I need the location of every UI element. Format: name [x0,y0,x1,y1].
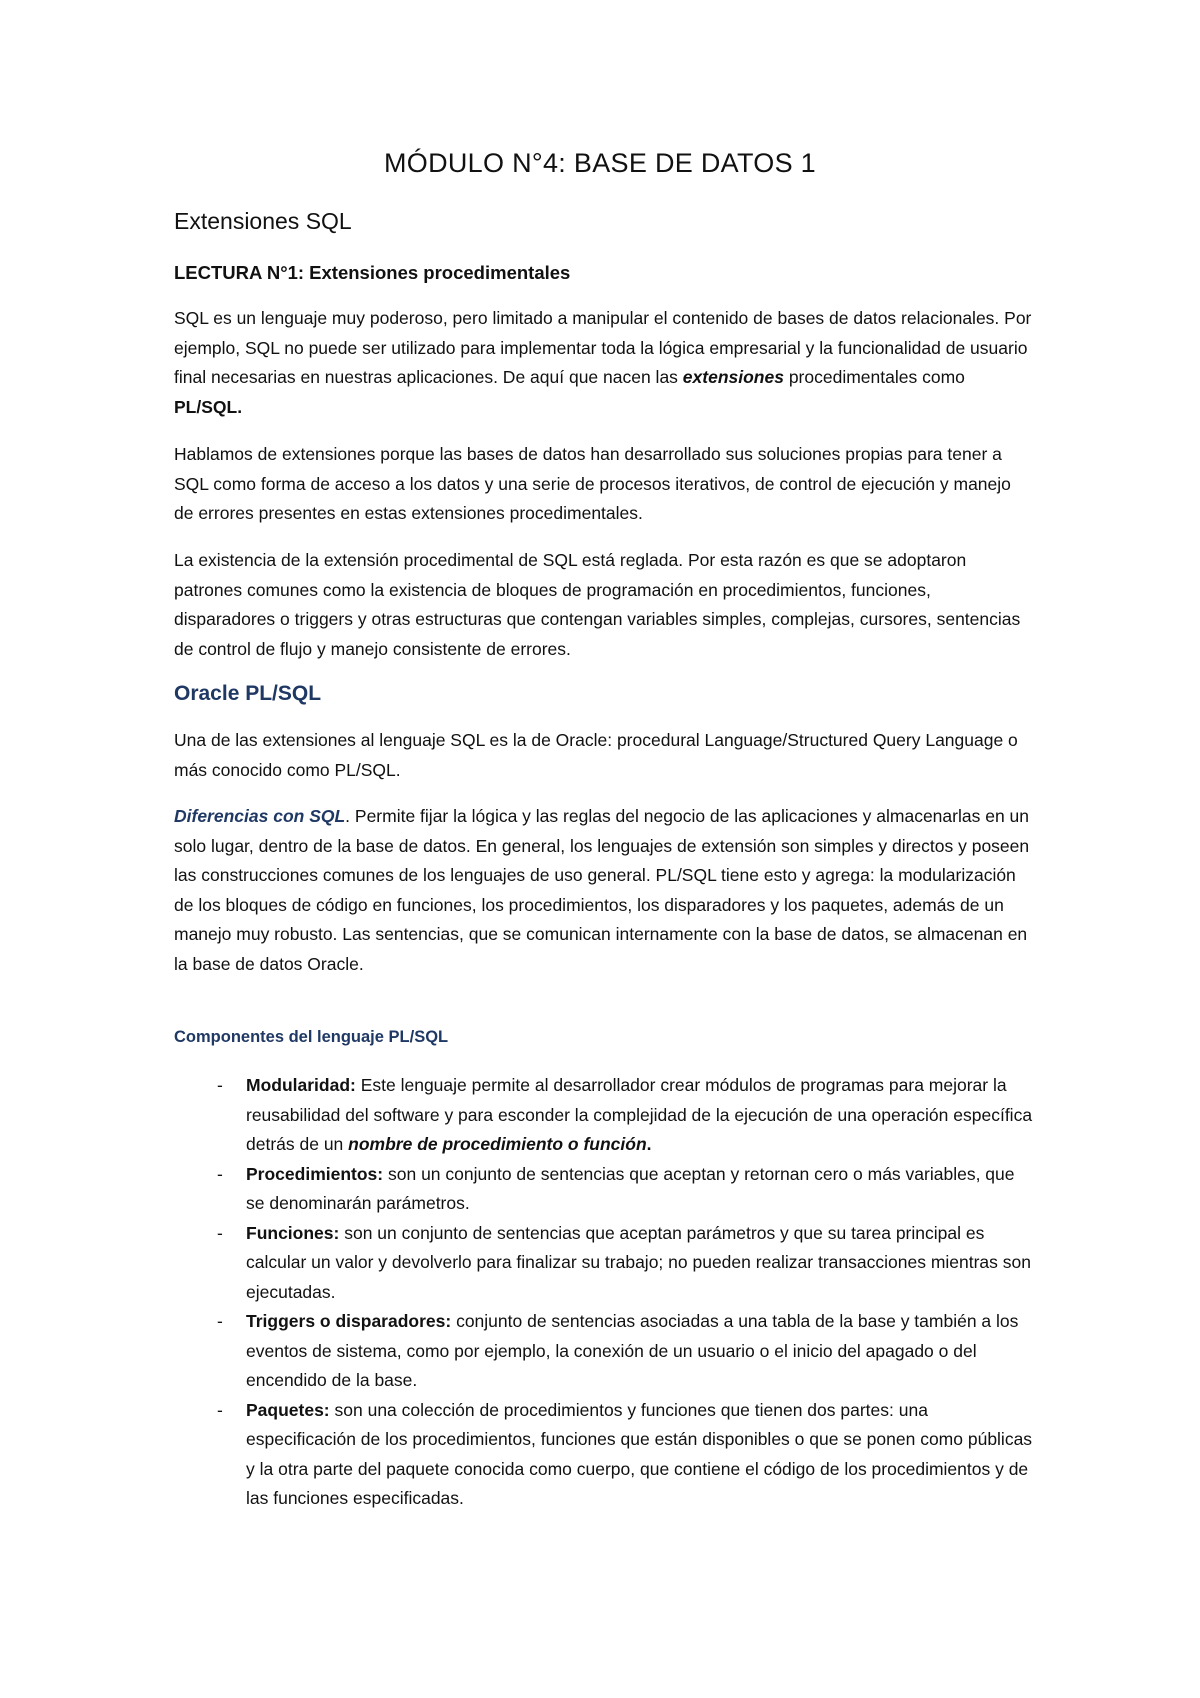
lectura-heading: LECTURA N°1: Extensiones procedimentales [174,262,571,283]
componentes-heading: Componentes del lenguaje PL/SQL [174,1028,449,1046]
list-dash: - [217,1075,223,1095]
list-emphasis: nombre de procedimiento o función [348,1134,647,1154]
paragraph-5 [174,802,1034,979]
p5-rest: . Permite fijar la lógica y las reglas del negocio de las aplicaciones y almacenarlas en un solo lugar, dentro de la base de datos. En general, los lenguajes de extensión son simples y directos y poseen las construcciones comunes de los lenguajes de uso general. PL/SQL tiene esto y agrega: la modularización de los bloques de código en funciones, los procedimientos, los disparadores y los paquetes, además de un manejo muy robusto. Las sentencias, que se comunican internamente con la base de datos, se almacenan en la base de datos Oracle. [174,806,1030,974]
components-list [174,1071,1034,1514]
p1-text-a: SQL es un lenguaje muy poderoso, pero limitado a manipular el contenido de bases de datos relacionales. Por ejemplo, SQL no puede ser utilizado para implementar toda la lógica empresarial y la funcionalidad de usuario final necesarias en nuestras aplicaciones. De aquí que nacen las [174,308,1032,387]
list-term: Funciones: [246,1222,340,1243]
p1-plsql: PL/SQL [174,396,238,417]
list-end: . [646,1134,652,1154]
list-item [174,1307,1034,1396]
p1-text-c: procedimentales como [783,367,965,387]
list-term: Procedimientos: [246,1163,384,1184]
list-text: son un conjunto de sentencias que aceptan parámetros y que su tarea principal es calcular un valor y devolverlo para finalizar su trabajo; no pueden realizar transacciones mientras son ejecutadas. [246,1222,1031,1302]
list-term: Triggers o disparadores: [246,1311,452,1331]
p1-end: . [237,396,243,417]
document-title: MÓDULO N°4: BASE DE DATOS 1 [383,148,816,178]
list-item [174,1396,1034,1514]
section-heading: Extensiones SQL [174,208,352,234]
list-dash: - [217,1311,223,1331]
paragraph-1 [174,304,1034,422]
paragraph-3: La existencia de la extensión procedimental de SQL está reglada. Por esta razón es que se adoptaron patrones comunes como la existencia de bloques de programación en procedimientos, funciones, disparadores o triggers y otras estructuras que contengan variables simples, complejas, cursores, sentencias de control de flujo y manejo consistente de errores. [174,550,1021,659]
list-text: conjunto de sentencias asociadas a una tabla de la base y también a los eventos de sistema, como por ejemplo, la conexión de un usuario o el inicio del apagado o del encendido de la base. [246,1311,1019,1390]
oracle-heading: Oracle PL/SQL [174,682,322,705]
list-term: Modularidad: [246,1075,356,1095]
list-dash: - [217,1399,223,1420]
list-dash: - [217,1222,223,1243]
p5-lead: Diferencias con SQL [174,806,346,826]
list-text: son un conjunto de sentencias que aceptan y retornan cero o más variables, que se denominarán parámetros. [246,1163,1015,1213]
paragraph-2: Hablamos de extensiones porque las bases de datos han desarrollado sus soluciones propias para tener a SQL como forma de acceso a los datos y una serie de procesos iterativos, de control de ejecución y manejo de errores presentes en estas extensiones procedimentales. [174,444,1011,523]
list-dash: - [217,1163,223,1184]
list-text: Este lenguaje permite al desarrollador crear módulos de programas para mejorar la reusabilidad del software y para esconder la complejidad de la ejecución de una operación específica detrás de un [246,1075,1033,1154]
paragraph-4: Una de las extensiones al lenguaje SQL es la de Oracle: procedural Language/Structured Query Language o más conocido como PL/SQL. [174,730,1018,780]
list-item [174,1160,1034,1219]
list-text: son una colección de procedimientos y funciones que tienen dos partes: una especificación de los procedimientos, funciones que están disponibles o que se ponen como públicas y la otra parte del paquete conocida como cuerpo, que contiene el código de los procedimientos y de las funciones especificadas. [246,1399,1033,1508]
list-item [174,1219,1034,1308]
list-item [174,1071,1034,1160]
list-term: Paquetes: [246,1399,330,1420]
p1-emphasis: extensiones [682,367,784,387]
